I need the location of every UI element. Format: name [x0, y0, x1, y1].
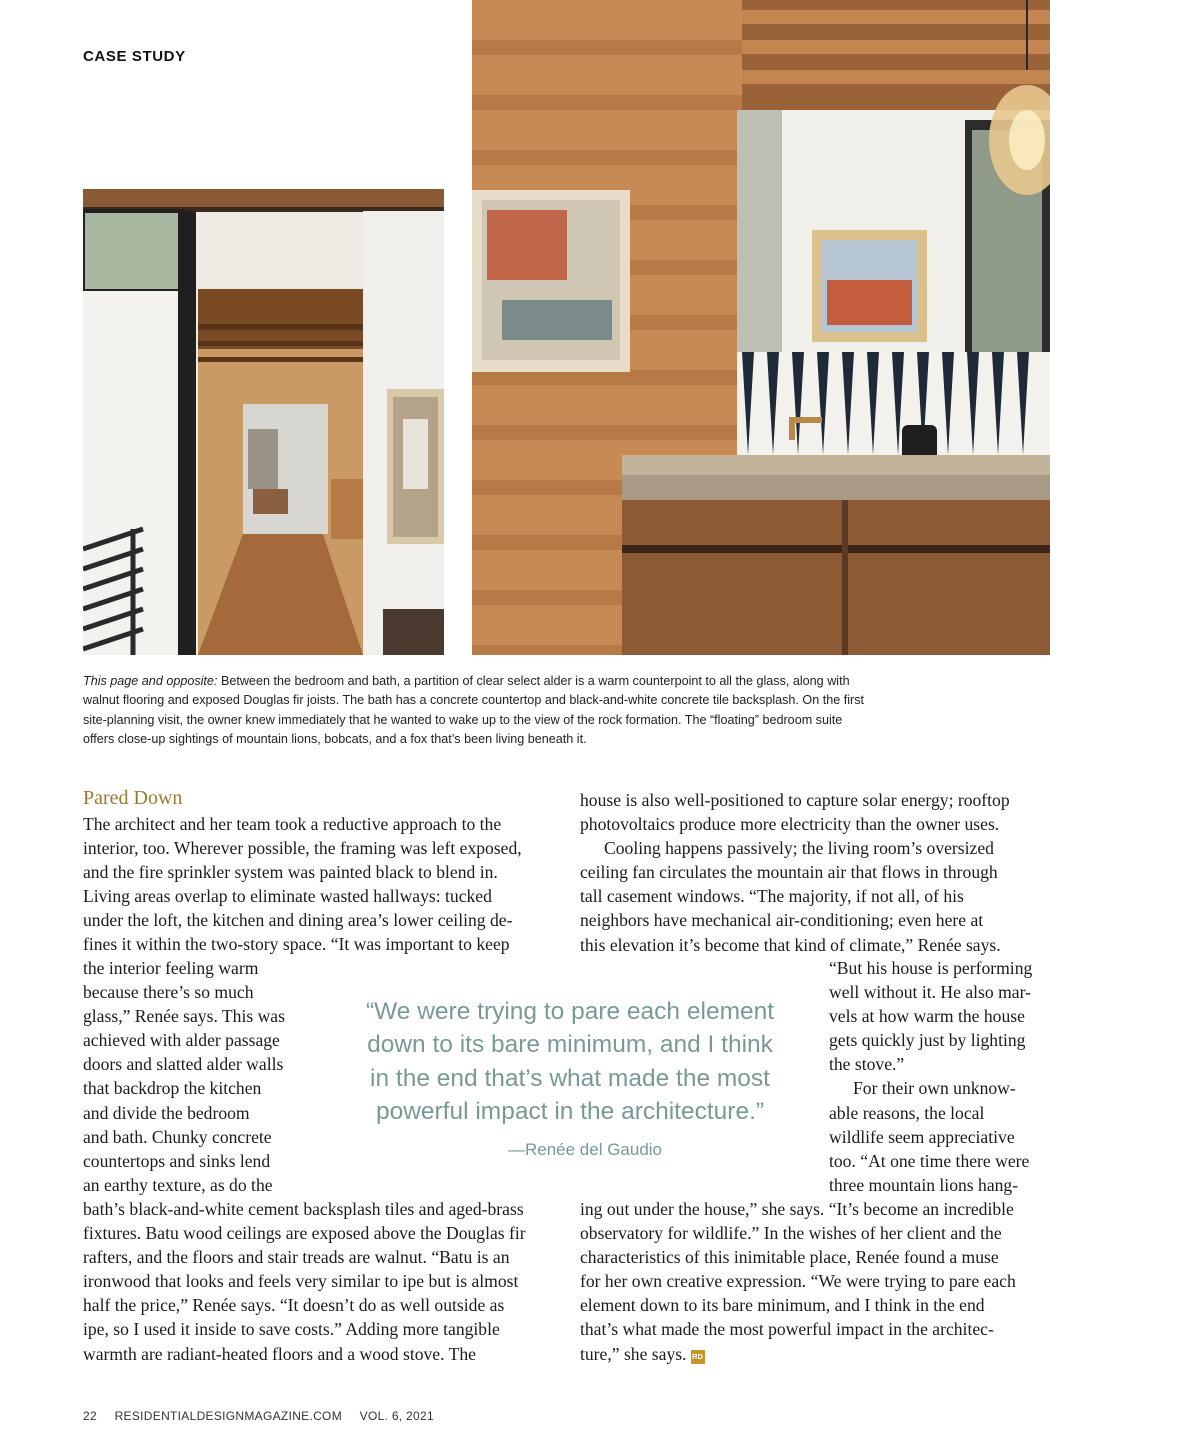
- body-line: fines it within the two-story space. “It was important to keep: [83, 934, 510, 955]
- pull-quote-attribution: —Renée del Gaudio: [507, 1140, 663, 1160]
- body-line: house is also well-positioned to capture solar energy; rooftop: [580, 790, 1010, 810]
- left-column-top: [83, 812, 553, 957]
- pull-quote-line: down to its bare minimum, and I think: [367, 1031, 773, 1059]
- body-line: that’s what made the most powerful impact in the architec-: [580, 1319, 994, 1340]
- body-line: ing out under the house,” she says. “It’s become an incredible: [580, 1199, 1014, 1219]
- body-line: too. “At one time there were: [829, 1150, 1030, 1171]
- body-line: neighbors have mechanical air-conditioning; even here at: [580, 910, 984, 931]
- pull-quote-line: powerful impact in the architecture.”: [375, 1097, 765, 1125]
- body-line: bath’s black-and-white cement backsplash tiles and aged-brass: [83, 1199, 524, 1219]
- body-line: ceiling fan circulates the mountain air that flows in through: [580, 862, 998, 883]
- left-column-narrow: [83, 956, 313, 1197]
- body-line: ironwood that looks and feels very similar to ipe but is almost: [83, 1271, 519, 1292]
- hallway-photo: [83, 189, 444, 655]
- body-line: ipe, so I used it inside to save costs.” Adding more tangible: [83, 1319, 500, 1340]
- right-column-bottom: [580, 1197, 1050, 1366]
- body-line: element down to its bare minimum, and I think in the end: [580, 1295, 985, 1316]
- body-line: Living areas overlap to eliminate wasted hallways: tucked: [83, 886, 492, 907]
- body-line: and divide the bedroom: [83, 1102, 250, 1123]
- section-label: CASE STUDY: [83, 48, 186, 65]
- body-line: doors and slatted alder walls: [83, 1054, 284, 1075]
- page-footer: [83, 1409, 448, 1423]
- body-line: tall casement windows. “The majority, if not all, of his: [580, 886, 964, 907]
- body-line: rafters, and the floors and stair treads are walnut. “Batu is an: [83, 1247, 510, 1268]
- body-line: because there’s so much: [83, 982, 254, 1003]
- left-column-bottom: [83, 1197, 553, 1366]
- body-line: observatory for wildlife.” In the wishes of her client and the: [580, 1223, 1002, 1244]
- body-line: “But his house is performing: [829, 958, 1033, 978]
- caption-line: Between the bedroom and bath, a partition of clear select alder is a warm counterpoint to all the glass, along with: [220, 674, 850, 688]
- body-line: Cooling happens passively; the living room’s oversized: [604, 838, 994, 859]
- body-line: The architect and her team took a reductive approach to the: [83, 814, 502, 834]
- body-line: able reasons, the local: [829, 1102, 985, 1123]
- body-line: vels at how warm the house: [829, 1006, 1025, 1027]
- body-line: fixtures. Batu wood ceilings are exposed above the Douglas fir: [83, 1223, 526, 1244]
- body-line: For their own unknow-: [853, 1078, 1016, 1099]
- body-line: the interior feeling warm: [83, 958, 259, 978]
- body-line: glass,” Renée says. This was: [83, 1006, 285, 1027]
- body-line: half the price,” Renée says. “It doesn’t do as well outside as: [83, 1295, 505, 1316]
- body-line: achieved with alder passage: [83, 1030, 280, 1051]
- body-line: [580, 1342, 1050, 1366]
- right-column-top: [580, 788, 1050, 957]
- pull-quote-line: in the end that’s what made the most: [370, 1064, 770, 1092]
- body-line: an earthy texture, as do the: [83, 1174, 273, 1195]
- body-line: this elevation it’s become that kind of climate,” Renée says.: [580, 934, 1001, 955]
- pull-quote: [330, 995, 810, 1160]
- body-line: and bath. Chunky concrete: [83, 1126, 272, 1147]
- body-line: well without it. He also mar-: [829, 982, 1031, 1003]
- caption-lead: This page and opposite:: [83, 674, 218, 688]
- bath-photo: [472, 0, 1050, 655]
- body-line: countertops and sinks lend: [83, 1150, 271, 1171]
- page-number: 22: [83, 1409, 97, 1423]
- body-line: for her own creative expression. “We were trying to pare each: [580, 1271, 1016, 1292]
- body-line: photovoltaics produce more electricity than the owner uses.: [580, 814, 1000, 835]
- body-line: the stove.”: [829, 1054, 905, 1075]
- body-line: interior, too. Wherever possible, the framing was left exposed,: [83, 838, 522, 859]
- article-subhead: Pared Down: [83, 787, 183, 809]
- right-column-narrow: [829, 956, 1050, 1197]
- caption-line: site-planning visit, the owner knew immediately that he wanted to wake up to the view of the rock formation. The “floating” bedroom suite: [83, 712, 843, 727]
- body-line: that backdrop the kitchen: [83, 1078, 262, 1099]
- caption-line: walnut flooring and exposed Douglas fir joists. The bath has a concrete countertop and black-and-white concrete tile backsplash. On the first: [83, 693, 865, 708]
- body-line: under the loft, the kitchen and dining area’s lower ceiling de-: [83, 910, 513, 931]
- end-mark-icon: RD: [691, 1350, 705, 1364]
- body-line: three mountain lions hang-: [829, 1174, 1019, 1195]
- body-line: and the fire sprinkler system was painted black to blend in.: [83, 862, 498, 883]
- body-line: warmth are radiant-heated floors and a wood stove. The: [83, 1343, 476, 1364]
- pull-quote-line: “We were trying to pare each element: [365, 998, 775, 1025]
- body-line: gets quickly just by lighting: [829, 1030, 1026, 1051]
- caption-line: offers close-up sightings of mountain lions, bobcats, and a fox that’s been living beneath it.: [83, 731, 587, 746]
- footer-site: RESIDENTIALDESIGNMAGAZINE.COM: [114, 1409, 342, 1423]
- body-line: wildlife seem appreciative: [829, 1126, 1015, 1147]
- body-line: characteristics of this inimitable place, Renée found a muse: [580, 1247, 999, 1268]
- photo-caption: [83, 672, 953, 749]
- final-line-text: ture,” she says.: [580, 1343, 687, 1364]
- footer-issue: VOL. 6, 2021: [359, 1409, 434, 1423]
